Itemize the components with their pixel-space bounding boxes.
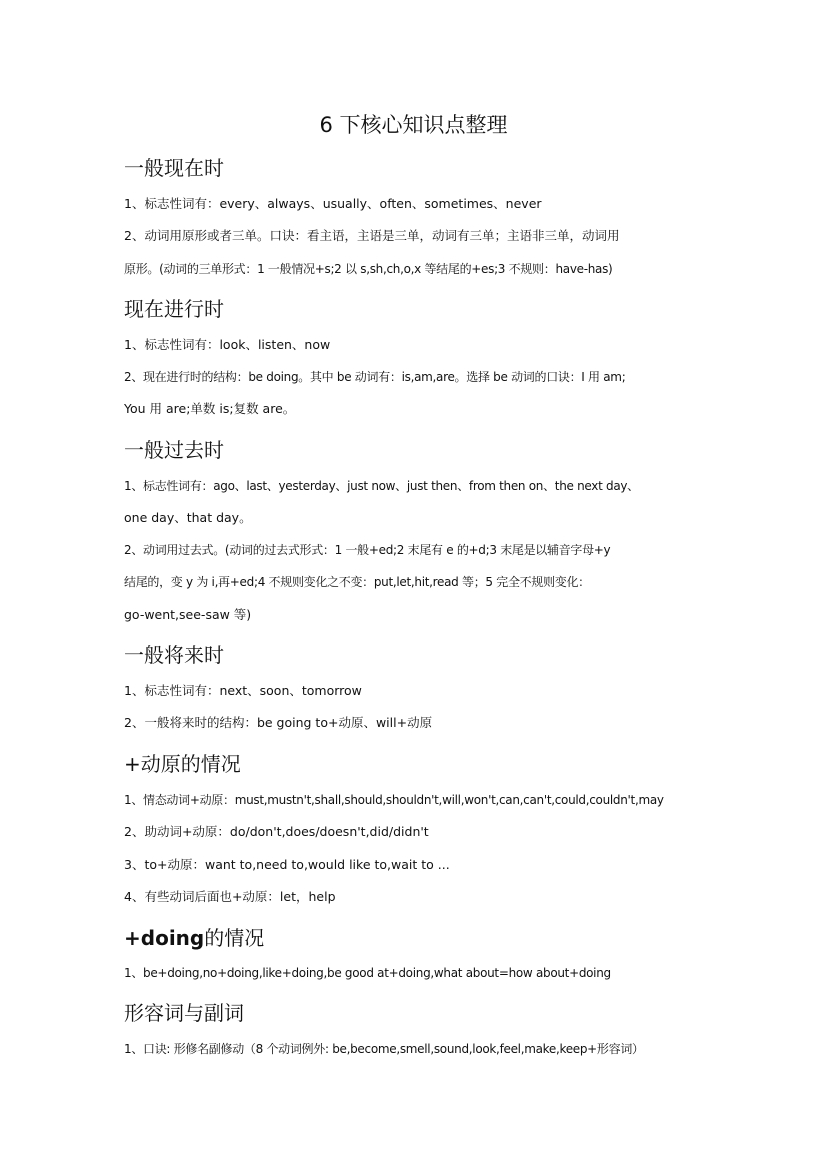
text-line: 1、口诀: 形修名副修动（8 个动词例外: be,become,smell,sound,look,feel,make,keep+形容词） xyxy=(124,1042,644,1056)
heading-rest-part: 的情况 xyxy=(204,926,265,950)
text-line: 2、助动词+动原：do/don't,does/doesn't,did/didn't xyxy=(124,824,429,839)
section-heading-doing xyxy=(124,925,264,951)
section-heading-future-simple: 一般将来时 xyxy=(124,643,224,667)
section-heading-base-verb: +动原的情况 xyxy=(124,752,241,776)
text-line: 2、动词用原形或者三单。口诀：看主语，主语是三单，动词有三单；主语非三单，动词用 xyxy=(124,228,620,243)
text-line: go-went,see-saw 等) xyxy=(124,607,252,622)
text-line: 4、有些动词后面也+动原：let，help xyxy=(124,889,336,904)
text-line: 结尾的，变 y 为 i,再+ed;4 不规则变化之不变：put,let,hit,read 等；5 完全不规则变化： xyxy=(124,575,590,589)
text-line: 原形。(动词的三单形式：1 一般情况+s;2 以 s,sh,ch,o,x 等结尾的+es;3 不规则：have-has) xyxy=(124,262,613,276)
text-line: 1、标志性词有：look、listen、now xyxy=(124,337,331,352)
section-heading-present-simple: 一般现在时 xyxy=(124,156,224,180)
section-heading-past-simple: 一般过去时 xyxy=(124,438,224,462)
text-line: 1、情态动词+动原：must,mustn't,shall,should,shouldn't,will,won't,can,can't,could,couldn't,may xyxy=(124,793,664,807)
text-line: 3、to+动原：want to,need to,would like to,wait to ... xyxy=(124,857,450,872)
text-line: 1、标志性词有：next、soon、tomorrow xyxy=(124,683,362,698)
text-line: 2、一般将来时的结构：be going to+动原、will+动原 xyxy=(124,715,433,730)
text-line: You 用 are;单数 is;复数 are。 xyxy=(124,401,296,416)
text-line: 1、be+doing,no+doing,like+doing,be good at+doing,what about=how about+doing xyxy=(124,966,611,980)
text-line: 2、动词用过去式。(动词的过去式形式：1 一般+ed;2 末尾有 e 的+d;3 末尾是以辅音字母+y xyxy=(124,543,611,557)
text-line: 2、现在进行时的结构：be doing。其中 be 动词有：is,am,are。选择 be 动词的口诀：I 用 am; xyxy=(124,370,626,384)
page-title: 6 下核心知识点整理 xyxy=(319,113,508,137)
text-line: 1、标志性词有：ago、last、yesterday、just now、just then、from then on、the next day、 xyxy=(124,479,639,493)
text-line: one day、that day。 xyxy=(124,510,252,525)
section-heading-adjective-adverb: 形容词与副词 xyxy=(124,1001,244,1025)
section-heading-present-continuous: 现在进行时 xyxy=(124,297,224,321)
text-line: 1、标志性词有：every、always、usually、often、sometimes、never xyxy=(124,196,542,211)
heading-bold-part: +doing xyxy=(124,926,205,950)
